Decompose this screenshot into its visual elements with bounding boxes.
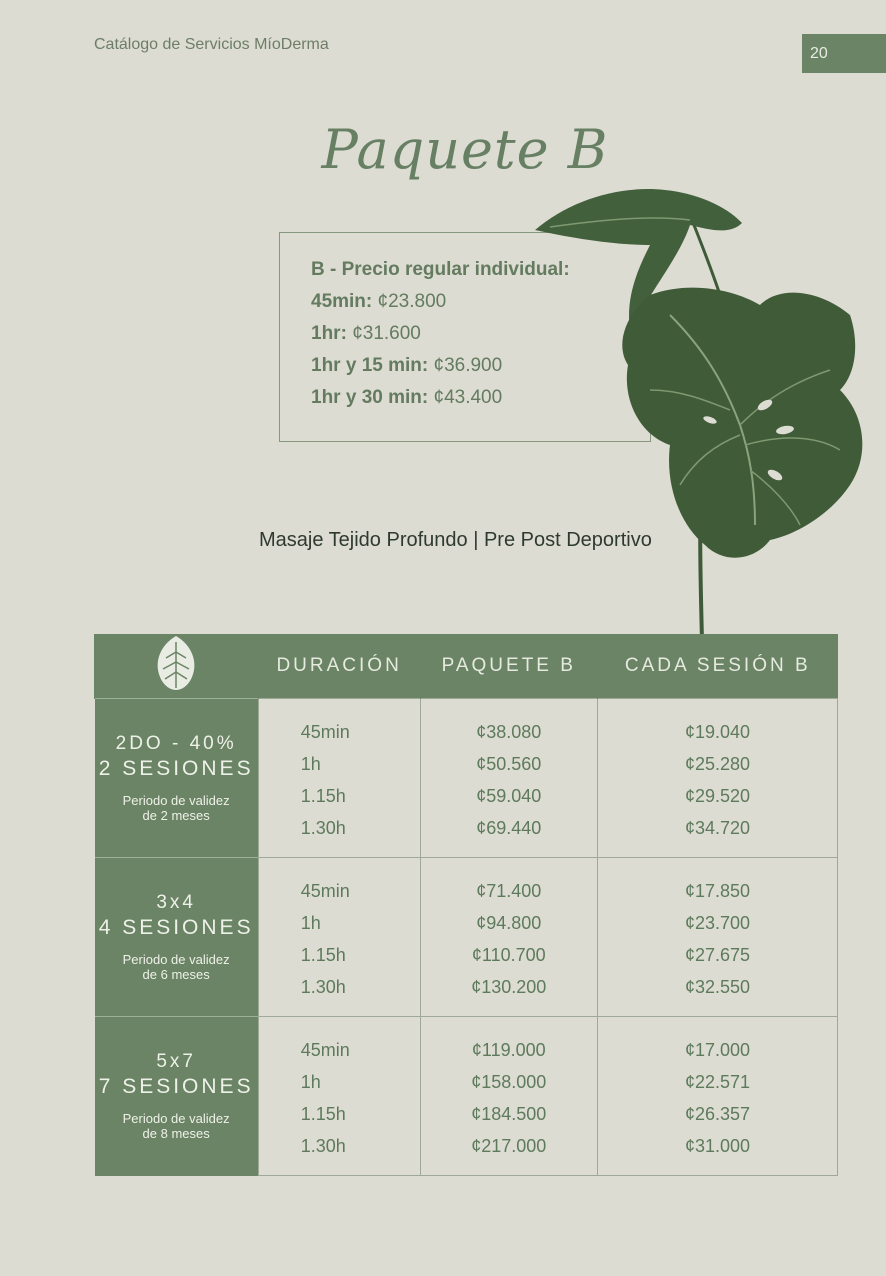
regular-price-list xyxy=(311,256,570,416)
duration-value: 45min xyxy=(300,722,350,742)
row-sessions: 2 SESIONES xyxy=(98,757,254,780)
duration-value: 1h xyxy=(300,913,321,933)
row-sessions: 7 SESIONES xyxy=(98,1075,254,1099)
package-price: ¢158.000 xyxy=(471,1072,547,1092)
monstera-leaf-illustration xyxy=(530,185,870,640)
session-price: ¢25.280 xyxy=(684,754,751,774)
session-price: ¢32.550 xyxy=(684,977,751,997)
duration-value: 1.30h xyxy=(300,1136,346,1156)
table-icon-cell xyxy=(95,634,259,699)
package-price: ¢119.000 xyxy=(471,1040,546,1060)
service-subtitle: Masaje Tejido Profundo | Pre Post Deportivo xyxy=(259,529,652,551)
duration-value: 45min xyxy=(300,1040,350,1060)
price-item xyxy=(311,352,570,384)
duration-cell xyxy=(258,858,420,1017)
session-price-cell xyxy=(598,858,838,1017)
price-value: ¢36.900 xyxy=(433,355,503,376)
duration-value: 45min xyxy=(300,881,350,901)
session-price: ¢23.700 xyxy=(684,913,751,933)
price-label: 45min: xyxy=(311,291,373,312)
page-title: Paquete B xyxy=(321,118,609,181)
leaf-icon xyxy=(154,634,198,692)
header-session: CADA SESIÓN B xyxy=(598,634,838,699)
row-offer: 2DO - 40% xyxy=(115,733,237,754)
session-price: ¢26.357 xyxy=(684,1104,751,1124)
duration-value: 1h xyxy=(300,754,321,774)
price-item xyxy=(311,384,570,416)
session-price-cell xyxy=(598,1017,838,1176)
duration-cell xyxy=(258,699,420,858)
table-row xyxy=(95,858,838,1017)
catalog-title: Catálogo de Servicios MíoDerma xyxy=(94,36,329,53)
row-offer: 5x7 xyxy=(156,1051,196,1073)
session-price: ¢19.040 xyxy=(684,722,751,742)
package-price: ¢59.040 xyxy=(476,786,542,806)
package-price-cell xyxy=(420,858,598,1017)
duration-value: 1.30h xyxy=(300,818,346,838)
header-duration: DURACIÓN xyxy=(258,634,420,699)
row-validity: Periodo de validez de 6 meses xyxy=(122,952,230,982)
header-package: PAQUETE B xyxy=(420,634,598,699)
session-price: ¢34.720 xyxy=(684,818,751,838)
price-label: 1hr y 30 min: xyxy=(311,387,429,408)
package-price: ¢50.560 xyxy=(476,754,542,774)
table-row xyxy=(95,699,838,858)
session-price: ¢29.520 xyxy=(684,786,751,806)
package-price: ¢71.400 xyxy=(476,881,542,901)
page-number: 20 xyxy=(802,34,886,73)
session-price-cell xyxy=(598,699,838,858)
package-price: ¢217.000 xyxy=(471,1136,547,1156)
session-price: ¢31.000 xyxy=(684,1136,751,1156)
price-heading: B - Precio regular individual: xyxy=(311,259,570,280)
price-value: ¢23.800 xyxy=(377,291,447,312)
duration-value: 1h xyxy=(300,1072,321,1092)
row-label xyxy=(95,1017,259,1176)
row-sessions: 4 SESIONES xyxy=(98,916,254,939)
table-header-row xyxy=(95,634,838,699)
price-label: 1hr: xyxy=(311,323,347,344)
row-validity: Periodo de validez de 8 meses xyxy=(122,1111,230,1142)
session-price: ¢22.571 xyxy=(684,1072,751,1092)
row-validity: Periodo de validez de 2 meses xyxy=(122,793,230,823)
duration-value: 1.30h xyxy=(300,977,346,997)
row-label xyxy=(95,699,259,858)
package-price-cell xyxy=(420,699,598,858)
package-price: ¢110.700 xyxy=(471,945,546,965)
duration-value: 1.15h xyxy=(300,945,346,965)
duration-value: 1.15h xyxy=(300,786,346,806)
package-price: ¢184.500 xyxy=(471,1104,547,1124)
package-price: ¢94.800 xyxy=(476,913,542,933)
table-row xyxy=(95,1017,838,1176)
row-offer: 3x4 xyxy=(156,892,196,913)
package-price: ¢69.440 xyxy=(476,818,542,838)
price-label: 1hr y 15 min: xyxy=(311,355,429,376)
price-value: ¢43.400 xyxy=(433,387,503,408)
package-price: ¢130.200 xyxy=(471,977,547,997)
row-label xyxy=(95,858,259,1017)
duration-cell xyxy=(258,1017,420,1176)
package-table xyxy=(94,634,838,1176)
session-price: ¢27.675 xyxy=(684,945,751,965)
session-price: ¢17.850 xyxy=(684,881,751,901)
price-item xyxy=(311,288,570,320)
price-item xyxy=(311,320,570,352)
duration-value: 1.15h xyxy=(300,1104,346,1124)
price-value: ¢31.600 xyxy=(352,323,421,344)
package-price-cell xyxy=(420,1017,598,1176)
session-price: ¢17.000 xyxy=(684,1040,751,1060)
package-price: ¢38.080 xyxy=(476,722,542,742)
